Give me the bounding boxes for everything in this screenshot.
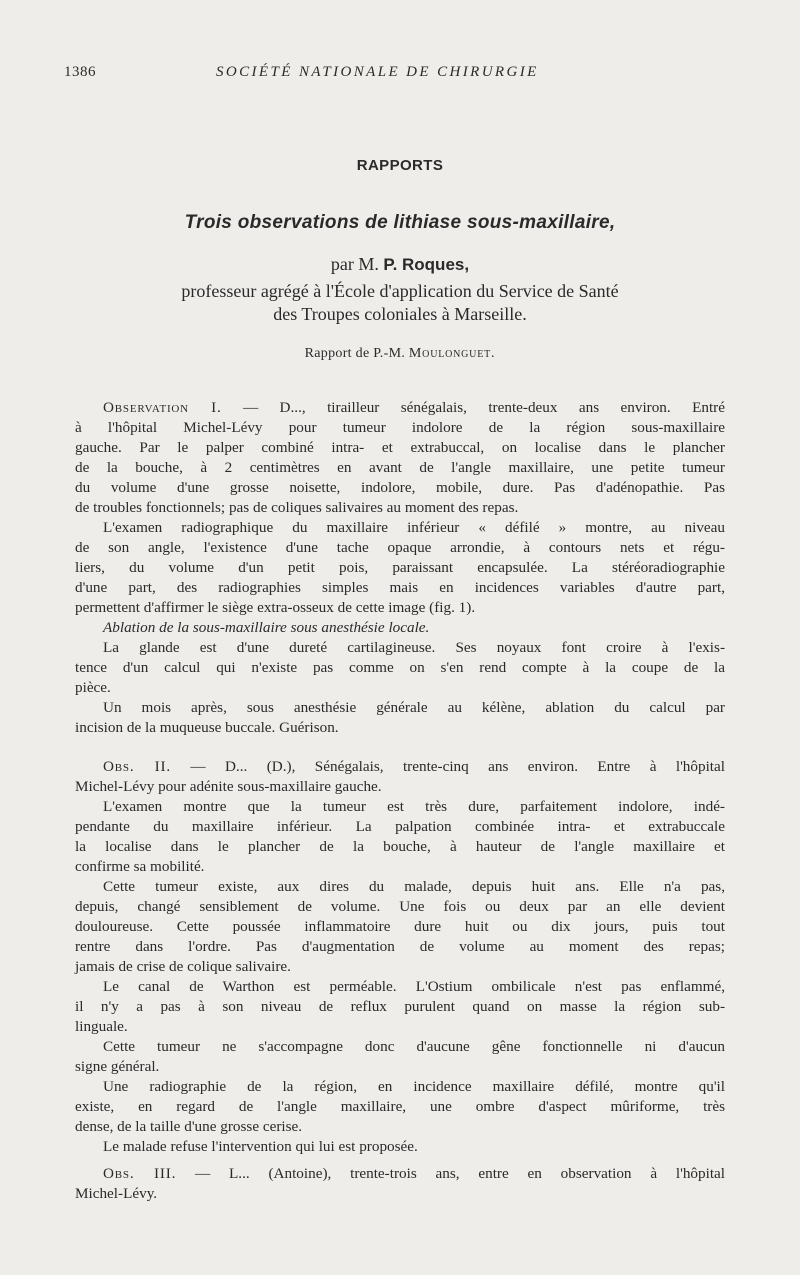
obs2-line: douloureuse. Cette poussée inflammatoire dure huit ou dix jours, puis tout [75, 918, 725, 935]
page-number: 1386 [64, 64, 96, 80]
obs1-line: à l'hôpital Michel-Lévy pour tumeur indolore de la région sous-maxillaire [75, 419, 725, 436]
obs2-line: Le malade refuse l'intervention qui lui est proposée. [103, 1138, 418, 1155]
article-title: Trois observations de lithiase sous-maxillaire, [184, 212, 616, 233]
obs2-line: Cette tumeur ne s'accompagne donc d'aucune gêne fonctionnelle ni d'aucun [103, 1038, 725, 1055]
obs2-line: jamais de crise de colique salivaire. [75, 958, 291, 975]
obs1-line: de troubles fonctionnels; pas de coliques salivaires au moment des repas. [75, 499, 519, 516]
rapporteur-prefix: Rapport de P.-M. [304, 346, 409, 361]
obs1-line: Ablation de la sous-maxillaire sous anesthésie locale. [103, 619, 430, 636]
obs2-line: signe général. [75, 1058, 160, 1075]
obs2-line: linguale. [75, 1018, 128, 1035]
obs1-line: pièce. [75, 679, 111, 696]
page-header [64, 64, 764, 86]
obs1-label: Observation I. [103, 399, 222, 416]
obs2-label: Obs. II. [103, 758, 171, 775]
obs1-line: Un mois après, sous anesthésie générale au kélène, ablation du calcul par [103, 699, 725, 716]
obs3-label: Obs. III. [103, 1165, 177, 1182]
obs1-line: L'examen radiographique du maxillaire inférieur « défilé » montre, au niveau [103, 519, 725, 536]
obs2-first-line-text: — D... (D.), Sénégalais, trente-cinq ans environ. Entre à l'hôpital [170, 758, 725, 775]
obs3-line: Michel-Lévy. [75, 1185, 158, 1202]
author-affiliation-line-2: des Troupes coloniales à Marseille. [273, 304, 527, 324]
rapporteur-name: Moulonguet. [408, 346, 496, 361]
obs2-line: existe, en regard de l'angle maxillaire, une ombre d'aspect mûriforme, très [75, 1098, 725, 1115]
obs2-line: confirme sa mobilité. [75, 858, 205, 875]
obs1-line: incision de la muqueuse buccale. Guérison. [75, 719, 339, 736]
obs1-line: gauche. Par le palper combiné intra- et extrabuccal, on localise dans le plancher [75, 439, 725, 456]
rapporteur-line [0, 346, 800, 362]
obs2-line: pendante du maxillaire inférieur. La palpation combinée intra- et extrabuccale [75, 818, 725, 835]
obs3-first-line [103, 1164, 725, 1184]
section-heading: RAPPORTS [356, 157, 444, 174]
obs1-line: de la bouche, à 2 centimètres en avant de l'angle maxillaire, une petite tumeur [75, 459, 725, 476]
obs1-line: permettent d'affirmer le siège extra-osseux de cette image (fig. 1). [75, 599, 476, 616]
author-name: P. Roques, [383, 255, 470, 274]
obs3-first-line-text: — L... (Antoine), trente-trois ans, entre en observation à l'hôpital [176, 1165, 726, 1182]
obs1-line: La glande est d'une dureté cartilagineuse. Ses noyaux font croire à l'exis- [103, 639, 725, 656]
author-affiliation-line-1: professeur agrégé à l'École d'application du Service de Santé [181, 281, 619, 301]
author-line [0, 254, 800, 275]
obs2-line: rentre dans l'ordre. Pas d'augmentation de volume au moment des repas; [75, 938, 725, 955]
obs2-first-line [103, 757, 725, 777]
obs1-line: tence d'un calcul qui n'existe pas comme on s'en rend compte à la coupe de la [75, 659, 725, 676]
obs1-line: de son angle, l'existence d'une tache opaque arrondie, à contours nets et régu- [75, 539, 725, 556]
obs2-line: depuis, changé sensiblement de volume. Une fois ou deux par an elle devient [75, 898, 725, 915]
obs1-line: liers, du volume d'un petit pois, paraissant encapsulée. La stéréoradiographie [75, 559, 725, 576]
obs1-line: du volume d'une grosse noisette, indolore, mobile, dure. Pas d'adénopathie. Pas [75, 479, 725, 496]
obs2-line: il n'y a pas à son niveau de reflux purulent quand on masse la région sub- [75, 998, 725, 1015]
obs1-first-line-text: — D..., tirailleur sénégalais, trente-deux ans environ. Entré [221, 399, 725, 416]
author-prefix: par M. [330, 254, 384, 274]
obs2-line: la localise dans le plancher de la bouche, à hauteur de l'angle maxillaire et [75, 838, 725, 855]
obs2-line: L'examen montre que la tumeur est très dure, parfaitement indolore, indé- [103, 798, 725, 815]
running-title: SOCIÉTÉ NATIONALE DE CHIRURGIE [216, 64, 539, 80]
obs1-line: d'une part, des radiographies simples mais en incidences variables d'autre part, [75, 579, 725, 596]
obs1-first-line [103, 398, 725, 418]
obs2-line: Le canal de Warthon est perméable. L'Ostium ombilicale n'est pas enflammé, [103, 978, 725, 995]
obs2-line: Cette tumeur existe, aux dires du malade, depuis huit ans. Elle n'a pas, [103, 878, 725, 895]
obs2-line: Michel-Lévy pour adénite sous-maxillaire gauche. [75, 778, 382, 795]
obs2-line: dense, de la taille d'une grosse cerise. [75, 1118, 303, 1135]
obs2-line: Une radiographie de la région, en incidence maxillaire défilé, montre qu'il [103, 1078, 725, 1095]
